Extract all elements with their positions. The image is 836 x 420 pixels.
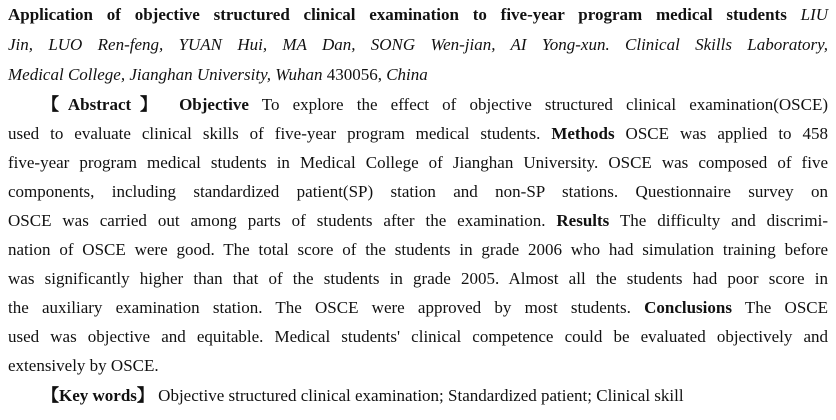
results-label: Results <box>556 211 610 230</box>
abstract-line-9 <box>8 324 828 350</box>
abstract-line-6 <box>8 237 828 263</box>
abstract-line-3 <box>8 150 828 176</box>
abstract-text: was significantly higher than that of the students in grade 2005. Almost all the students had poor score in <box>8 269 828 288</box>
abstract-label: 【Abstract】 <box>42 95 166 114</box>
abstract-text: used was objective and equitable. Medical students' clinical competence could be evaluated objectively and <box>8 327 828 346</box>
abstract-text: five-year program medical students in Medical College of Jianghan University. OSCE was composed of five <box>8 153 828 172</box>
abstract-text: nation of OSCE were good. The total score of the students in grade 2006 who had simulation training before <box>8 240 828 259</box>
affiliation-line <box>8 62 828 88</box>
affiliation: Clinical Skills Laboratory, <box>625 35 829 54</box>
author-surname-first: LIU <box>800 5 829 24</box>
keywords-line <box>8 383 828 409</box>
postcode: 430056, <box>326 65 382 84</box>
abstract-line-8 <box>8 295 828 321</box>
abstract-line-7 <box>8 266 828 292</box>
abstract-text: To explore the effect of objective structured clinical examination(OSCE) <box>261 95 828 114</box>
keywords-label: 【Key words】 <box>42 386 154 405</box>
abstract-text: The difficulty and discrimi- <box>619 211 829 230</box>
abstract-text: components, including standardized patient(SP) station and non-SP stations. Questionnaire survey on <box>8 182 828 201</box>
abstract-text: The OSCE <box>744 298 828 317</box>
abstract-text: used to evaluate clinical skills of five-year program medical students. <box>8 124 541 143</box>
abstract-line-4 <box>8 179 828 205</box>
authors-line <box>8 32 828 58</box>
affiliation-continued: Medical College, Jianghan University, Wuhan <box>8 65 323 84</box>
abstract-text: OSCE was carried out among parts of students after the examination. <box>8 211 546 230</box>
abstract-line-1 <box>8 92 828 118</box>
country: China <box>386 65 428 84</box>
conclusions-label: Conclusions <box>644 298 732 317</box>
paper-title: Application of objective structured clinical examination to five-year program medical students <box>8 5 787 24</box>
abstract-line-2 <box>8 121 828 147</box>
keywords-text: Objective structured clinical examination; Standardized patient; Clinical skill <box>158 386 684 405</box>
methods-label: Methods <box>551 124 615 143</box>
abstract-line-10 <box>8 353 828 379</box>
author-list: Jin, LUO Ren-feng, YUAN Hui, MA Dan, SONG Wen-jian, AI Yong-xun. <box>8 35 610 54</box>
abstract-line-5 <box>8 208 828 234</box>
abstract-text: the auxiliary examination station. The OSCE were approved by most students. <box>8 298 631 317</box>
abstract-text: extensively by OSCE. <box>8 356 159 375</box>
objective-label: Objective <box>179 95 249 114</box>
abstract-text: OSCE was applied to 458 <box>625 124 828 143</box>
title-line <box>8 2 828 28</box>
